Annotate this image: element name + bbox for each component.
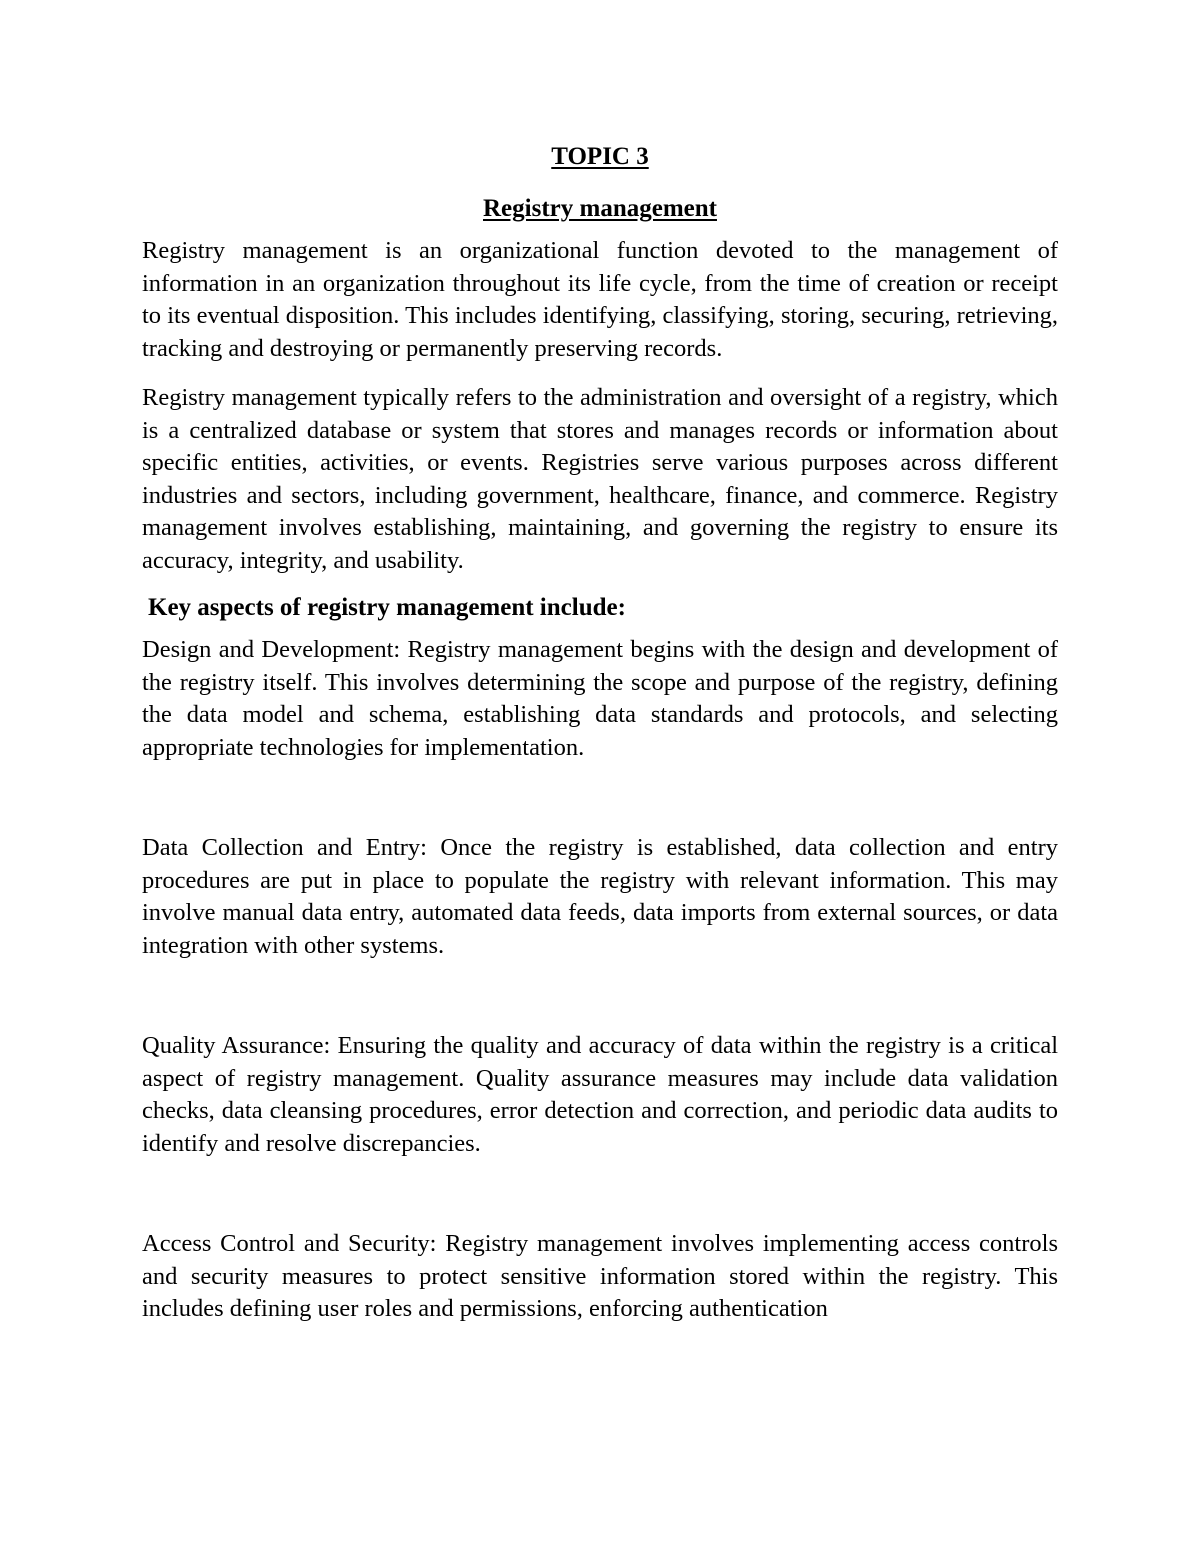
key-aspects-heading: Key aspects of registry management include: [148, 594, 626, 621]
aspect-data-collection: Data Collection and Entry: Once the registry is established, data collection and entry procedures are put in place to populate the registry with relevant information. This may involve manual data entry, automated data feeds, data imports from external sources, or data integration with other systems. [142, 834, 1058, 959]
aspect-access-control: Access Control and Security: Registry management involves implementing access controls and security measures to protect sensitive information stored within the registry. This includes defining user roles and permissions, enforcing authentication [142, 1230, 1058, 1322]
aspect-quality-assurance: Quality Assurance: Ensuring the quality and accuracy of data within the registry is a critical aspect of registry management. Quality assurance measures may include data validation checks, data cleansing procedures, error detection and correction, and periodic data audits to identify and resolve discrepancies. [142, 1032, 1058, 1157]
document-page [142, 140, 1058, 1326]
document-title: Registry management [483, 195, 717, 222]
aspect-design-development: Design and Development: Registry management begins with the design and development of the registry itself. This involves determining the scope and purpose of the registry, defining the data model and schema, establishing data standards and protocols, and selecting appropriate technologies for implementation. [142, 636, 1058, 761]
intro-paragraph-1: Registry management is an organizational function devoted to the management of information in an organization throughout its life cycle, from the time of creation or receipt to its eventual disposition. This includes identifying, classifying, storing, securing, retrieving, tracking and destroying or permanently preserving records. [142, 237, 1058, 362]
intro-paragraph-2: Registry management typically refers to the administration and oversight of a registry, which is a centralized database or system that stores and manages records or information about specific entities, activities, or events. Registries serve various purposes across different industries and sectors, including government, healthcare, finance, and commerce. Registry management involves establishing, maintaining, and governing the registry to ensure its accuracy, integrity, and usability. [142, 384, 1058, 574]
topic-heading: TOPIC 3 [551, 143, 649, 170]
